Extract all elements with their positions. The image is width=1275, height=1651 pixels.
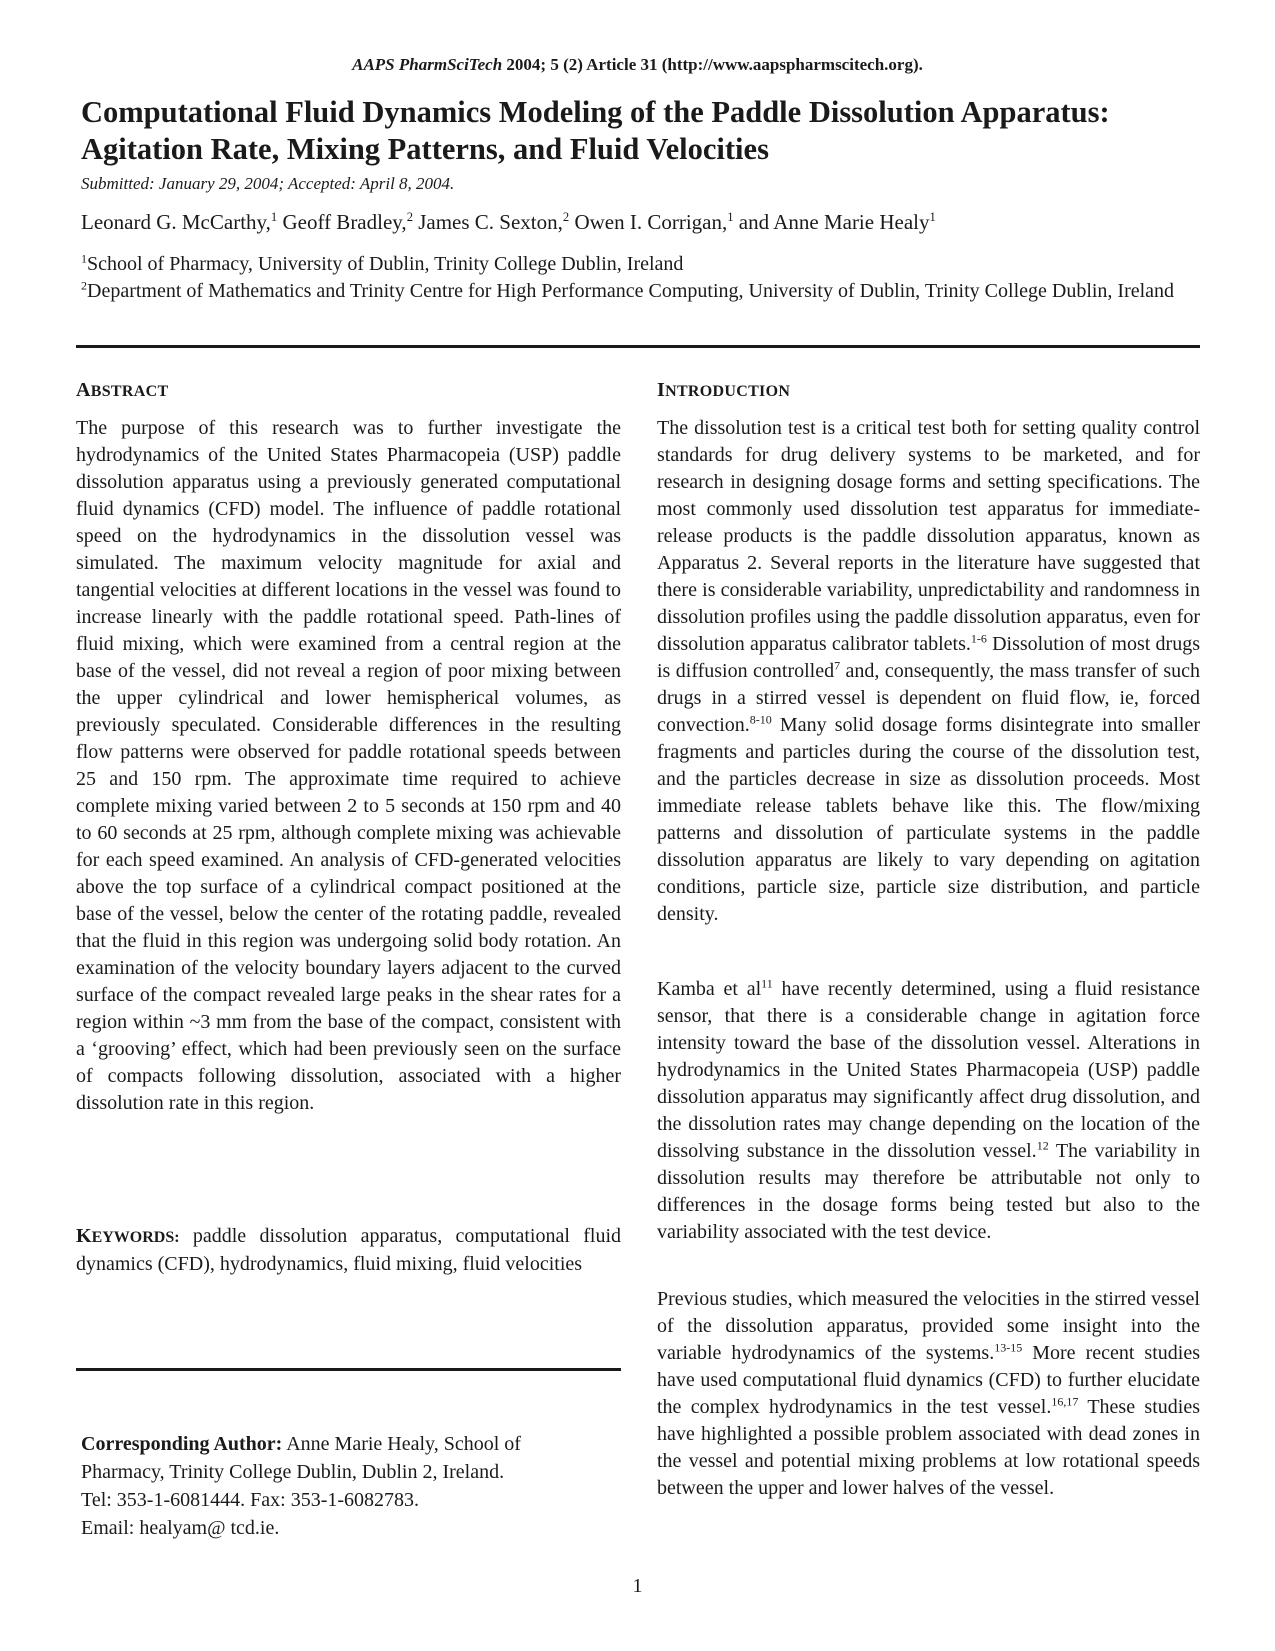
citation-ref: 8-10 xyxy=(749,712,772,727)
journal-header xyxy=(0,55,1275,75)
introduction-paragraph-3 xyxy=(657,1286,1200,1502)
page-number: 1 xyxy=(632,1575,643,1597)
keywords-paragraph xyxy=(76,1223,621,1278)
heading-rest: BSTRACT xyxy=(90,383,169,400)
citation-ref: 12 xyxy=(1036,1138,1049,1153)
paragraph-text xyxy=(657,1286,1200,1502)
keywords-label-rest: EYWORDS: xyxy=(91,1229,180,1246)
affiliation-1 xyxy=(81,251,1201,278)
text-run: Previous studies, which measured the velocities in the stirred vessel of the dissolution apparatus, provided some insight into the variable hydrodynamics of the systems. xyxy=(657,1288,1200,1364)
paragraph-text xyxy=(657,976,1200,1246)
corresponding-line-4: Email: healyam@ tcd.ie. xyxy=(81,1517,280,1539)
header-divider xyxy=(76,345,1200,348)
corresponding-text: Anne Marie Healy, School of xyxy=(282,1433,521,1455)
paper-title xyxy=(81,94,1221,168)
text-run: Kamba et al xyxy=(657,978,762,1000)
keywords-label-initial: K xyxy=(76,1225,92,1247)
affiliation-2 xyxy=(81,278,1201,305)
author-name: and Anne Marie Healy xyxy=(733,210,930,234)
citation-ref: 16,17 xyxy=(1051,1394,1079,1409)
author-affiliation-mark: 1 xyxy=(727,210,734,224)
abstract-heading xyxy=(76,379,168,402)
citation-ref: 13-15 xyxy=(994,1340,1023,1355)
journal-name: AAPS PharmSciTech xyxy=(352,55,503,74)
text-run: Dissolution of most drugs is diffusion controlled xyxy=(657,633,1200,682)
affiliation-number: 2 xyxy=(81,278,87,293)
corresponding-label: Corresponding Author: xyxy=(81,1433,283,1455)
corresponding-author xyxy=(81,1430,641,1542)
text-run: have recently determined, using a fluid resistance sensor, that there is a considerable change in agitation force intensity toward the base of the dissolution vessel. Alterations in hydrodynamics in the United States Pharmacopeia (USP) paddle dissolution apparatus may significantly affect drug dissolution, and the dissolution rates may change depending on the location of the dissolving substance in the dissolution vessel. xyxy=(657,978,1200,1162)
author-name: Leonard G. McCarthy, xyxy=(81,210,271,234)
text-run: Many solid dosage forms disintegrate into smaller fragments and particles during the course of the dissolution test, and the particles decrease in size as dissolution proceeds. Most immediate release tablets behave like this. The flow/mixing patterns and dissolution of particulate systems in the paddle dissolution apparatus are likely to vary depending on agitation conditions, particle size, particle size distribution, and particle density. xyxy=(657,714,1200,925)
author-affiliation-mark: 2 xyxy=(562,210,570,224)
author-affiliation-mark: 2 xyxy=(406,210,413,224)
citation-ref: 1-6 xyxy=(970,631,987,646)
text-run: and, consequently, the mass transfer of such drugs in a stirred vessel is dependent on fluid flow, ie, forced convection. xyxy=(657,660,1200,736)
citation-ref: 7 xyxy=(834,658,841,673)
corresponding-line-2: Pharmacy, Trinity College Dublin, Dublin 2, Ireland. xyxy=(81,1461,505,1483)
author-list xyxy=(81,210,936,235)
author-affiliation-mark: 1 xyxy=(929,210,936,224)
author-name: Owen I. Corrigan, xyxy=(569,210,728,234)
heading-initial: A xyxy=(76,379,91,401)
keywords xyxy=(76,1223,621,1278)
text-run: The variability in dissolution results may therefore be attributable not only to differences in the dosage forms being tested but also to the variability associated with the test device. xyxy=(657,1140,1200,1243)
title-line-2: Agitation Rate, Mixing Patterns, and Fluid Velocities xyxy=(81,132,769,166)
author-affiliation-mark: 1 xyxy=(270,210,278,224)
heading-initial: I xyxy=(657,379,666,401)
introduction-paragraph-1 xyxy=(657,415,1200,928)
affiliation-text: School of Pharmacy, University of Dublin, Trinity College Dublin, Ireland xyxy=(87,253,684,275)
introduction-paragraph-2 xyxy=(657,976,1200,1246)
keywords-text: paddle dissolution apparatus, computational fluid dynamics (CFD), hydrodynamics, fluid mixing, fluid velocities xyxy=(76,1225,621,1275)
corresponding-line-1 xyxy=(81,1430,641,1458)
corresponding-line-3: Tel: 353-1-6081444. Fax: 353-1-6082783. xyxy=(81,1489,420,1511)
abstract-body xyxy=(76,415,621,1117)
keywords-label xyxy=(76,1225,180,1247)
paragraph-text xyxy=(657,415,1200,928)
citation-ref: 11 xyxy=(761,976,773,991)
heading-rest: NTRODUCTION xyxy=(665,383,791,400)
title-line-1: Computational Fluid Dynamics Modeling of the Paddle Dissolution Apparatus: xyxy=(81,95,1110,129)
text-run: The dissolution test is a critical test both for setting quality control standards for drug delivery systems to be marketed, and for research in designing dosage forms and setting specifications. The most commonly used dissolution test apparatus for immediate-release products is the paddle dissolution apparatus, known as Apparatus 2. Several reports in the literature have suggested that there is considerable variability, unpredictability and randomness in dissolution profiles using the paddle dissolution apparatus, even for dissolution apparatus calibrator tablets. xyxy=(657,417,1200,655)
footnote-divider xyxy=(76,1368,621,1371)
author-name: James C. Sexton, xyxy=(412,210,563,234)
text-run: These studies have highlighted a possible problem associated with dead zones in the vessel and potential mixing problems at low rotational speeds between the upper and lower halves of the vessel. xyxy=(657,1396,1200,1499)
affiliation-number: 1 xyxy=(81,251,87,266)
affiliation-text: Department of Mathematics and Trinity Centre for High Performance Computing, University of Dublin, Trinity College Dublin, Ireland xyxy=(87,280,1175,302)
author-name: Geoff Bradley, xyxy=(277,210,407,234)
text-run: More recent studies have used computational fluid dynamics (CFD) to further elucidate the complex hydrodynamics in the test vessel. xyxy=(657,1342,1200,1418)
introduction-heading xyxy=(657,379,790,402)
submission-dates: Submitted: January 29, 2004; Accepted: April 8, 2004. xyxy=(81,174,455,193)
journal-citation: 2004; 5 (2) Article 31 (http://www.aapspharmscitech.org). xyxy=(502,55,923,74)
abstract-text: The purpose of this research was to further investigate the hydrodynamics of the United States Pharmacopeia (USP) paddle dissolution apparatus using a previously generated computational fluid dynamics (CFD) model. The influence of paddle rotational speed on the hydrodynamics in the dissolution vessel was simulated. The maximum velocity magnitude for axial and tangential velocities at different locations in the vessel was found to increase linearly with the paddle rotational speed. Path-lines of fluid mixing, which were examined from a central region at the base of the vessel, did not reveal a region of poor mixing between the upper cylindrical and lower hemispherical volumes, as previously speculated. Considerable differences in the resulting flow patterns were observed for paddle rotational speeds between 25 and 150 rpm. The approximate time required to achieve complete mixing varied between 2 to 5 seconds at 150 rpm and 40 to 60 seconds at 25 rpm, although complete mixing was achievable for each speed examined. An analysis of CFD-generated velocities above the top surface of a cylindrical compact positioned at the base of the vessel, below the center of the rotating paddle, revealed that the fluid in this region was undergoing solid body rotation. An examination of the velocity boundary layers adjacent to the curved surface of the compact revealed large peaks in the shear rates for a region within ~3 mm from the base of the compact, consistent with a ‘grooving’ effect, which had been previously seen on the surface of compacts following dissolution, associated with a higher dissolution rate in this region. xyxy=(76,417,621,1114)
